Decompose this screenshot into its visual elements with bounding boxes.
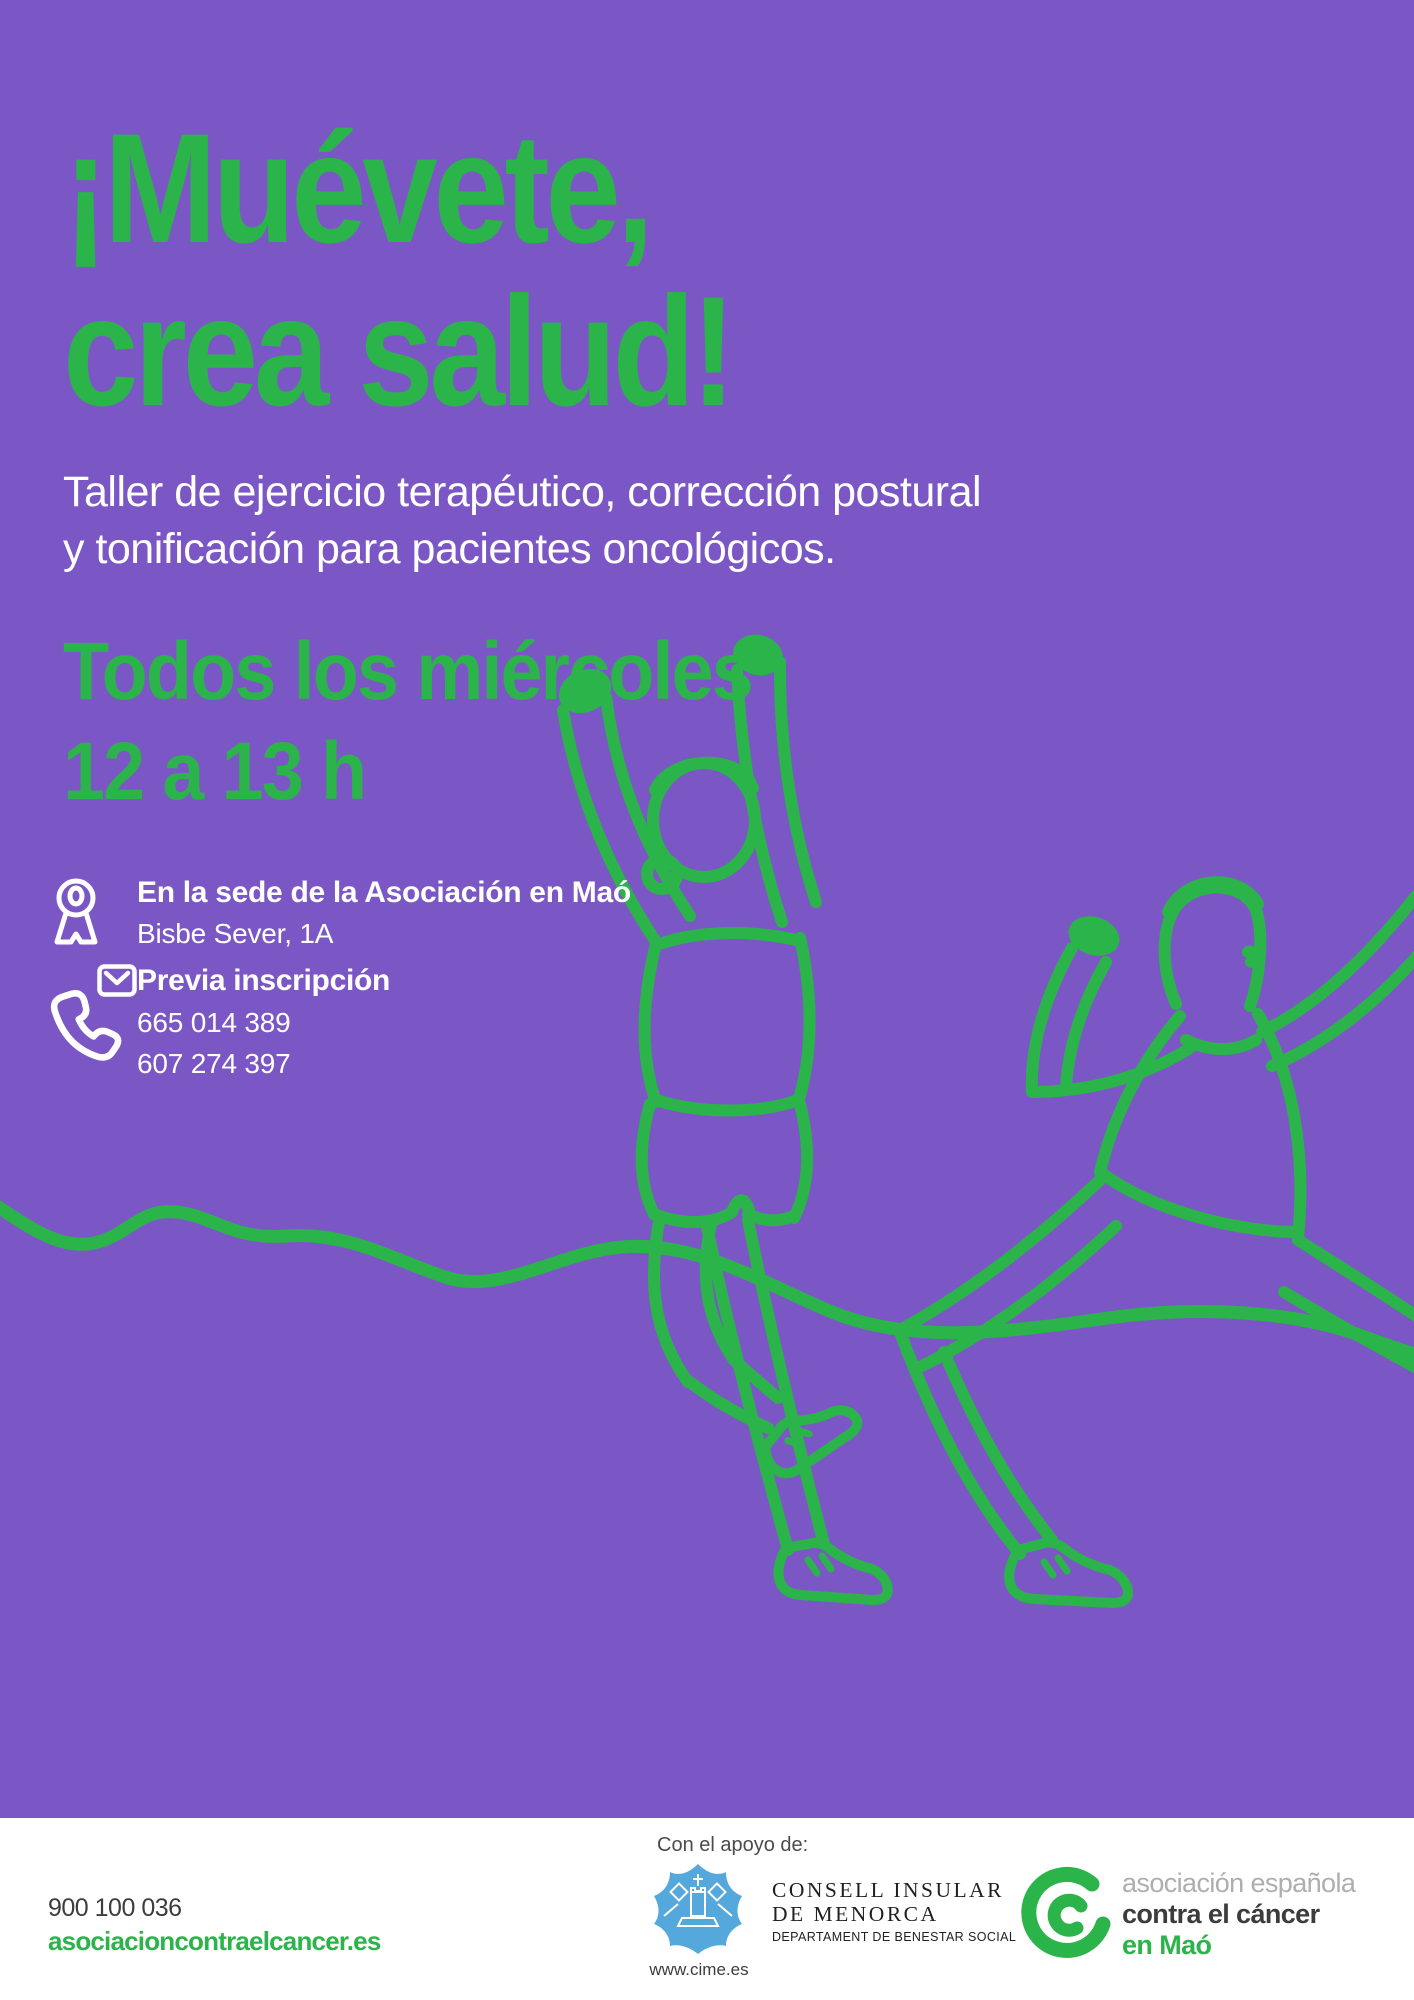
consell-menorca-crest-logo xyxy=(652,1860,744,1956)
man-ear xyxy=(1248,952,1255,962)
location-address: Bisbe Sever, 1A xyxy=(137,918,334,949)
footer-website-link[interactable]: asociacioncontraelcancer.es xyxy=(48,1926,381,1956)
page-title xyxy=(63,102,732,439)
title-line-1: ¡Muévete, xyxy=(63,102,650,276)
consell-name-line-2: DE MENORCA xyxy=(772,1902,939,1926)
location-block xyxy=(137,876,631,950)
man-sneaker xyxy=(1009,1542,1128,1603)
schedule-days: Todos los miércoles xyxy=(63,626,752,717)
schedule-hours: 12 a 13 h xyxy=(63,726,366,817)
consell-url: www.cime.es xyxy=(649,1960,749,1979)
registration-phone-2: 607 274 397 xyxy=(137,1048,291,1079)
registration-block xyxy=(137,964,390,1080)
aecc-line-2: contra el cáncer xyxy=(1122,1899,1320,1929)
title-line-2: crea salud! xyxy=(63,265,732,439)
subtitle xyxy=(63,464,981,578)
woman-down-sneaker xyxy=(778,1543,887,1600)
footer xyxy=(0,1818,1414,2000)
subtitle-line-1: Taller de ejercicio terapéutico, corrección postural xyxy=(63,468,982,516)
footer-phone: 900 100 036 xyxy=(48,1894,182,1922)
phone-icon xyxy=(44,984,128,1068)
registration-title: Previa inscripción xyxy=(137,964,391,997)
subtitle-line-2: y tonificación para pacientes oncológicos. xyxy=(63,525,836,573)
consell-name xyxy=(772,1878,1004,1926)
location-title: En la sede de la Asociación en Maó xyxy=(137,876,631,909)
consell-name-line-1: CONSELL INSULAR xyxy=(772,1878,1004,1902)
map-pin-icon xyxy=(50,876,102,950)
aecc-line-1: asociación española xyxy=(1122,1868,1356,1898)
schedule-heading xyxy=(63,622,752,822)
registration-phone-1: 665 014 389 xyxy=(137,1007,291,1038)
man-figure xyxy=(900,882,1414,1603)
aecc-logo xyxy=(1020,1864,1116,1960)
support-label: Con el apoyo de: xyxy=(657,1834,809,1856)
consell-department: DEPARTAMENT DE BENESTAR SOCIAL xyxy=(772,1930,1017,1944)
aecc-line-3: en Maó xyxy=(1122,1930,1212,1960)
